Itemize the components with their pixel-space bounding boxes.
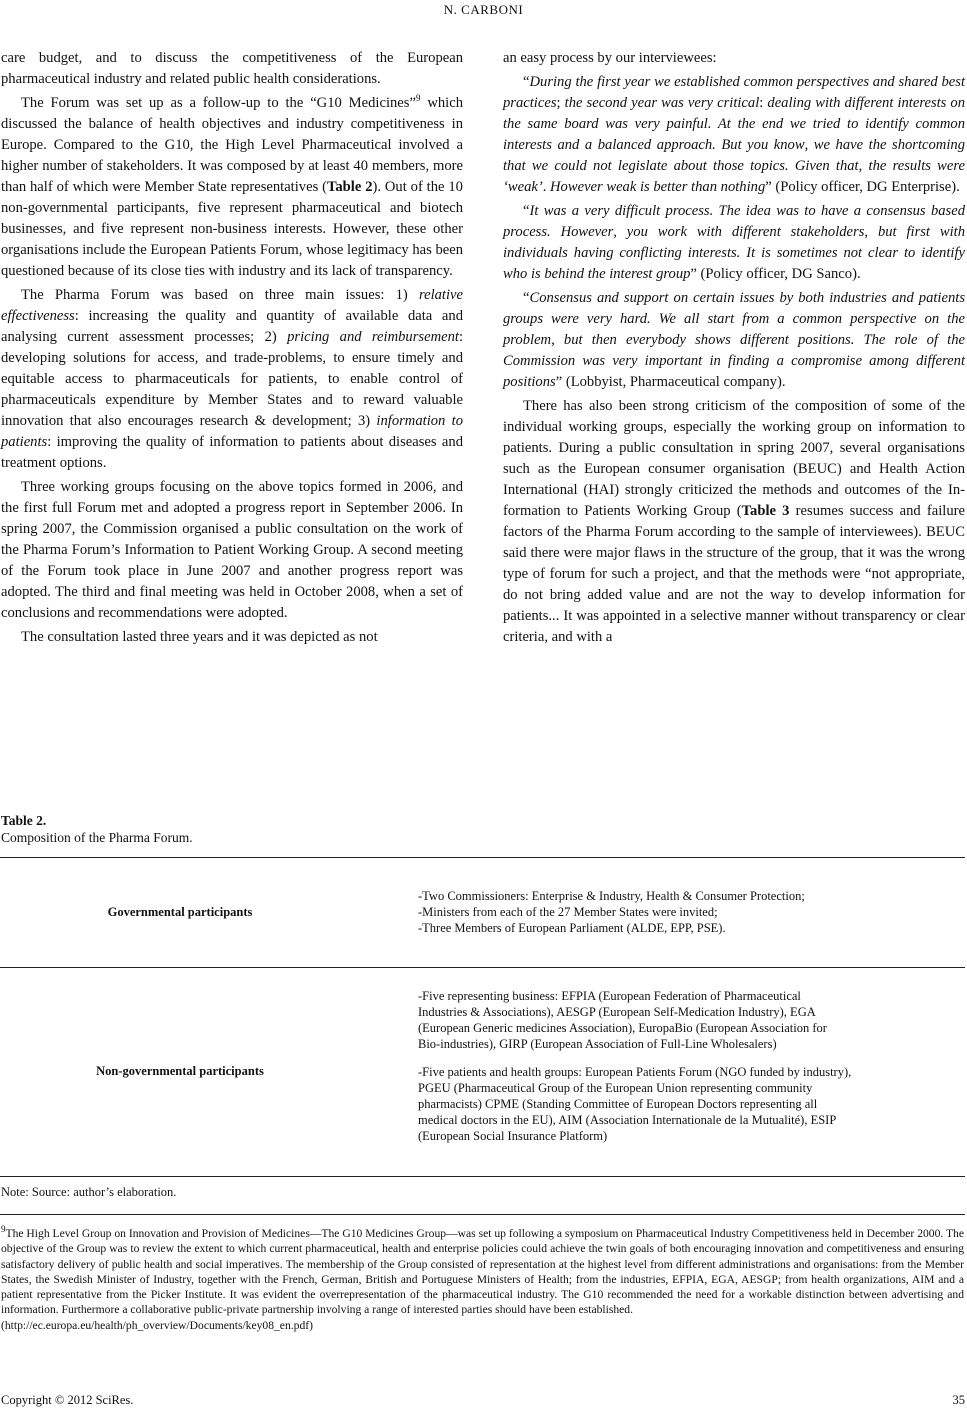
paragraph [503, 48, 965, 69]
text-run: ” (Policy officer, DG Enterprise). [765, 179, 960, 195]
text-run: It was a very difficult process. The idea was to have a consensus based process. However [503, 203, 965, 240]
text-run: . [542, 179, 551, 195]
table-cell-line: pharmacists) CPME (Standing Committee of European Doctors representing all [418, 1097, 818, 1111]
text-run: information to patients [1, 413, 463, 450]
table-cell-line: Bio-industries), GIRP (European Association of Full-Line Wholesalers) [418, 1037, 777, 1051]
table-bottom-rule [0, 1176, 965, 1177]
text-run: dealing with different interests on the same board was very painful. At the end we tried to identify common interests and a balanced approach. But you know [503, 95, 966, 153]
text-run: , [864, 224, 878, 240]
footnote-url: (http://ec.europa.eu/health/ph_overview/Documents/key08_en.pdf) [1, 1318, 313, 1332]
text-run: an easy process by our interviewees: [503, 50, 717, 66]
text-run: , [613, 224, 627, 240]
table-note: Note: Source: author’s elaboration. [1, 1185, 177, 1199]
table-cell-line: -Two Commissioners: Enterprise & Industry, Health & Consumer Protection; [418, 889, 805, 903]
table-row-divider [0, 967, 965, 968]
text-run: Table 2 [326, 179, 373, 195]
text-run: The consultation lasted three years and it was depicted as not [21, 629, 378, 645]
text-run: ; [556, 95, 565, 111]
paragraph [503, 396, 965, 648]
text-run: : developing solutions for access, and trade-problems, to ensure timely and equitable access to pharmaceuticals for patients, to enable control of pharmaceuticals expenditure by Member States and to reward valuable innovation that also encourages research & development; 3) [1, 329, 463, 429]
table-caption [1, 812, 193, 846]
text-run: “ [523, 290, 530, 306]
table-cell-line: -Five representing business: EFPIA (European Federation of Pharmaceutical [418, 989, 801, 1003]
text-run: , [804, 137, 814, 153]
table-cell-line: medical doctors in the EU), AIM (Association Internationale de la Mutualité), ESIP [418, 1113, 837, 1127]
text-run: The Pharma Forum was based on three main issues: 1) [21, 287, 419, 303]
table-cell-line: -Three Members of European Parliament (ALDE, EPP, PSE). [418, 921, 726, 935]
text-run: Consensus and support on certain issues by both industries and patients groups were very hard. We all start from a common perspective on the problem [503, 290, 965, 348]
table-category-governmental: Governmental participants [107, 905, 253, 919]
text-run: which discussed the balance of health objectives and industry competitiveness in Europe. Compared to the G10, the High Level Pharmaceutical involved a higher number of stakeholders. It was composed by at least 40 members, more than half of which were Member State representatives ( [1, 95, 463, 195]
text-run: ” (Policy officer, DG Sanco). [690, 266, 861, 282]
text-run: Three working groups focusing on the above topics formed in 2006, and the first full Forum met and adopted a progress report in September 2006. In spring 2007, the Commission organised a public consultation on the work of the Pharma Forum’s Information to Patient Working Group. A second meeting of the Forum took place in June 2007 and another progress report was adopted. The third and final meeting was held in October 2008, when a set of conclusions and recommendations were adopted. [1, 479, 463, 621]
page-number: 35 [952, 1393, 965, 1407]
paragraph [1, 477, 463, 624]
copyright: Copyright © 2012 SciRes. [1, 1393, 134, 1407]
paragraph [1, 627, 463, 648]
text-run: resumes success and failure factors of the Pharma Forum according to the sample of interviewees). BEUC said there were major flaws in the structure of the group, that it was the wrong type of forum for such a project, and that the methods were “not appropriate, do not bring added value and are not the way to develop information for patients... It was appointed in a selective manner without transparency or clear criteria, and with a [503, 503, 965, 645]
running-header: N. CARBONI [443, 2, 524, 17]
paragraph [1, 285, 463, 474]
paragraph [503, 72, 965, 198]
table-cell-governmental [418, 888, 953, 936]
footnote [1, 1226, 964, 1333]
right-text-column [503, 48, 965, 648]
text-run: ). Out of the 10 non-governmental participants, five represent pharmaceutical and biotech businesses, and five represent non-business interests. However, these other organisations include the European Patients Forum, whose legitimacy has been questioned because of its close ties with industry and its lack of transparency. [1, 179, 463, 279]
text-run: : increasing the quality and quantity of available data and analysing current assessment processes; 2) [1, 308, 463, 345]
text-run: “ [523, 74, 530, 90]
table-cell-line: (European Social Insurance Platform) [418, 1129, 608, 1143]
text-run: : [759, 95, 768, 111]
table-cell-non-governmental [418, 988, 953, 1144]
table-cell-line: PGEU (Pharmaceutical Group of the European Union representing community [418, 1081, 813, 1095]
table-cell-line: -Five patients and health groups: European Patients Forum (NGO funded by industry), [418, 1065, 852, 1079]
text-run: but then everybody shows different positions. The role of the Commission was very important in finding a compromise among different positions [503, 332, 966, 390]
text-run: Table 3 [741, 503, 790, 519]
text-run: However weak is better than nothing [550, 179, 766, 195]
paragraph [1, 93, 463, 282]
text-run: : improving the quality of information to patients about diseases and treatment options. [1, 434, 463, 471]
table-label: Table 2. [1, 813, 47, 828]
text-run: but first with individuals having conflicting interests. It is sometimes not clear to identify who is behind the interest group [503, 224, 966, 282]
text-run: ” (Lobbyist, Pharmaceutical company). [555, 374, 786, 390]
footnote-number: 9 [1, 1224, 6, 1235]
table-category-non-governmental: Non-governmental participants [96, 1064, 264, 1078]
text-run: pricing and reimbursement [287, 329, 459, 345]
table-caption-text: Composition of the Pharma Forum. [1, 830, 193, 845]
left-text-column [1, 48, 463, 648]
text-run: the second year was very critical [564, 95, 760, 111]
table-cell-line: Industries & Associations), AESGP (European Self-Medication Industry), EGA [418, 1005, 816, 1019]
paragraph [1, 48, 463, 90]
table-top-rule [0, 857, 965, 858]
footnote-rule [0, 1214, 965, 1215]
paragraph [503, 201, 965, 285]
text-run: There has also been strong criticism of the composition of some of the individual working groups, especially the working group on information to patients. During a public consultation in spring 2007, several organisations such as the European consumer organisation (BEUC) and Health Action International (HAI) strongly criticized the methods and outcomes of the Information to Patients Working Group ( [503, 398, 965, 519]
text-run: care budget, and to discuss the competitiveness of the European pharmaceutical industry and related public health considerations. [1, 50, 463, 87]
text-run: , [858, 158, 869, 174]
table-cell-line: -Ministers from each of the 27 Member States were invited; [418, 905, 718, 919]
text-run: relative effectiveness [1, 287, 463, 324]
text-run: The Forum was set up as a follow-up to the “G10 Medicines” [21, 95, 416, 111]
text-run: you work with different stakeholders [626, 224, 865, 240]
text-run: During the first year we established common perspectives and shared best practices [503, 74, 965, 111]
text-run: , [551, 332, 564, 348]
table-cell-line [418, 1052, 953, 1064]
footnote-ref: 9 [415, 93, 421, 104]
paragraph [503, 288, 965, 393]
text-run: we have the shortcoming that we could not legislate about those topics. Given that [503, 137, 965, 174]
table-cell-line: (European Generic medicines Association), EuropaBio (European Association for [418, 1021, 827, 1035]
text-run: “ [523, 203, 530, 219]
text-run: the results were ‘weak’ [503, 158, 966, 195]
footnote-text: The High Level Group on Innovation and Provision of Medicines—The G10 Medicines Group—was set up following a symposium on Pharmaceutical Industry Competitiveness held in December 2000. The objective of the Group was to review the extent to which current pharmaceutical, health and enterprise policies could achieve the twin goals of both encouraging innovation and competitiveness and ensuring satisfactory delivery of public health and social imperatives. The membership of the Group consisted of representation at the highest level from different administrations and organisations: from the Member States, the Swedish Minister of Industry, together with the French, German, British and Portuguese Ministers of Health; from the industries, EFPIA, EGA, AESGP; from health organizations, AIM and a patient representative from the Picker Institute. It was evident the overrepresentation of the pharmaceutical industry. The G10 recommended the need for a workable distinction between advertising and information. Furthermore a collaborative public-private partnership involving a range of interested parties should have been established. [1, 1227, 964, 1317]
